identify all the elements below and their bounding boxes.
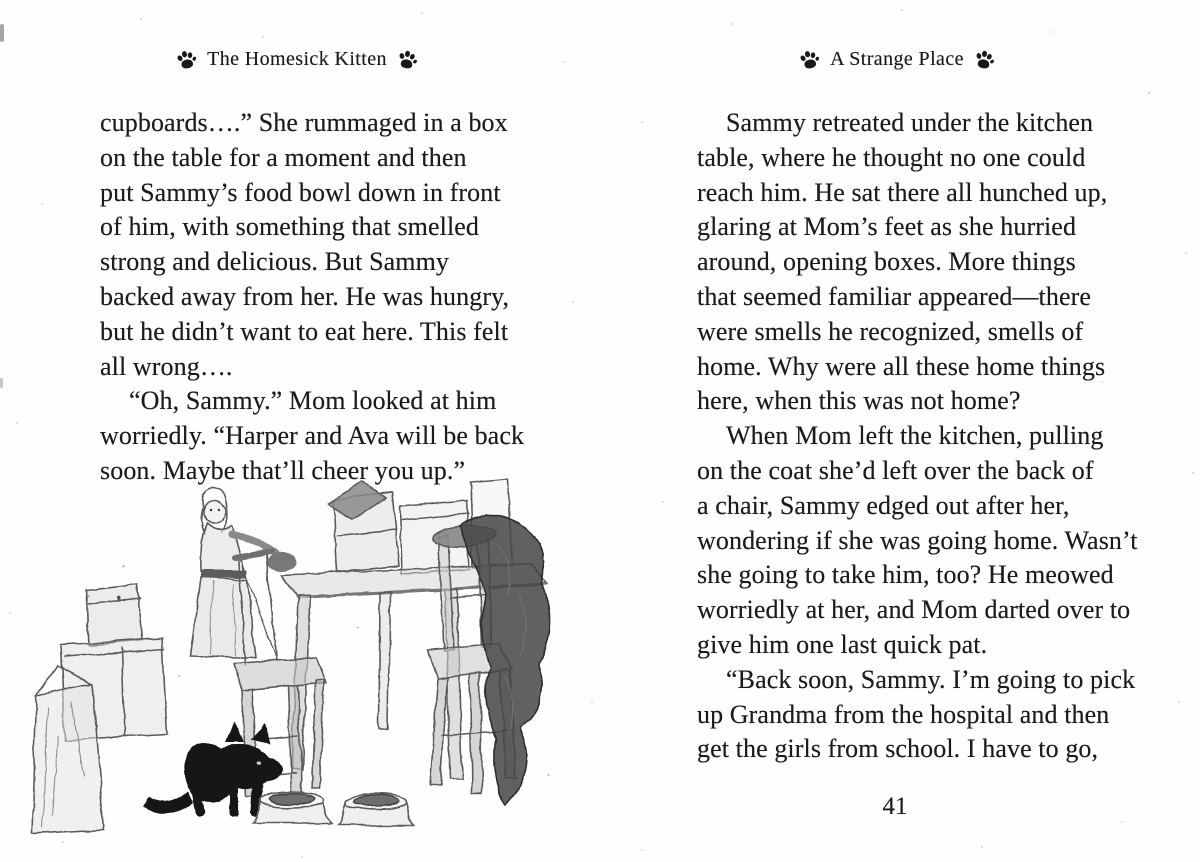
scan-smudge: [0, 24, 4, 42]
food-bowls: [253, 792, 414, 825]
text-line: wondering if she was going home. Wasn’t: [697, 525, 1138, 555]
text-line: were smells he recognized, smells of: [697, 316, 1084, 346]
text-line: but he didn’t want to eat here. This felt: [100, 316, 509, 346]
text-line: “Oh, Sammy.” Mom looked at him: [129, 386, 497, 416]
paw-print-icon: [174, 48, 198, 71]
text-line: up Grandma from the hospital and then: [697, 699, 1110, 729]
text-line: soon. Maybe that’ll cheer you up.”: [100, 455, 466, 485]
text-line: here, when this was not home?: [697, 386, 1021, 416]
text-line: backed away from her. He was hungry,: [100, 281, 510, 311]
text-line: of him, with something that smelled: [100, 212, 480, 242]
right-running-head: [688, 48, 1106, 71]
text-line: reach him. He sat there all hunched up,: [697, 177, 1108, 207]
text-line: on the table for a moment and then: [100, 142, 467, 172]
scan-noise: [0, 0, 2, 2]
text-line: give him one last quick pat.: [697, 629, 988, 659]
left-page-title: The Homesick Kitten: [207, 48, 387, 70]
text-line: When Mom left the kitchen, pulling: [726, 421, 1104, 451]
text-line: worriedly at her, and Mom darted over to: [697, 595, 1131, 625]
text-line: a chair, Sammy edged out after her,: [697, 490, 1070, 520]
text-line: worriedly. “Harper and Ava will be back: [100, 421, 525, 451]
page-number: 41: [882, 793, 908, 820]
paw-print-icon: [396, 48, 420, 70]
chair-with-coat: [428, 515, 550, 806]
right-text-column: [697, 106, 1142, 767]
text-line: on the coat she’d left over the back of: [697, 455, 1094, 485]
text-line: Sammy retreated under the kitchen: [726, 108, 1094, 137]
paw-print-icon: [797, 48, 821, 71]
text-line: put Sammy’s food bowl down in front: [100, 177, 501, 207]
text-line: she going to take him, too? He meowed: [697, 560, 1114, 590]
left-running-head: [88, 48, 506, 71]
text-line: that seemed familiar appeared—there: [697, 281, 1092, 311]
text-line: “Back soon, Sammy. I’m going to pick: [726, 664, 1136, 694]
paw-print-icon: [973, 48, 997, 70]
scan-smudge: [0, 378, 3, 388]
left-text-column: [100, 106, 530, 489]
text-line: table, where he thought no one could: [697, 142, 1086, 172]
text-line: strong and delicious. But Sammy: [100, 247, 450, 277]
text-line: glaring at Mom’s feet as she hurried: [697, 212, 1077, 242]
text-line: around, opening boxes. More things: [697, 247, 1076, 277]
text-line: get the girls from school. I have to go,: [697, 734, 1099, 764]
right-page-title: A Strange Place: [830, 48, 964, 70]
paper-bag: [32, 666, 104, 834]
kitchen-illustration: [28, 476, 593, 854]
text-line: cupboards….” She rummaged in a box: [100, 108, 508, 137]
text-line: all wrong….: [100, 351, 233, 381]
text-line: home. Why were all these home things: [697, 351, 1106, 381]
